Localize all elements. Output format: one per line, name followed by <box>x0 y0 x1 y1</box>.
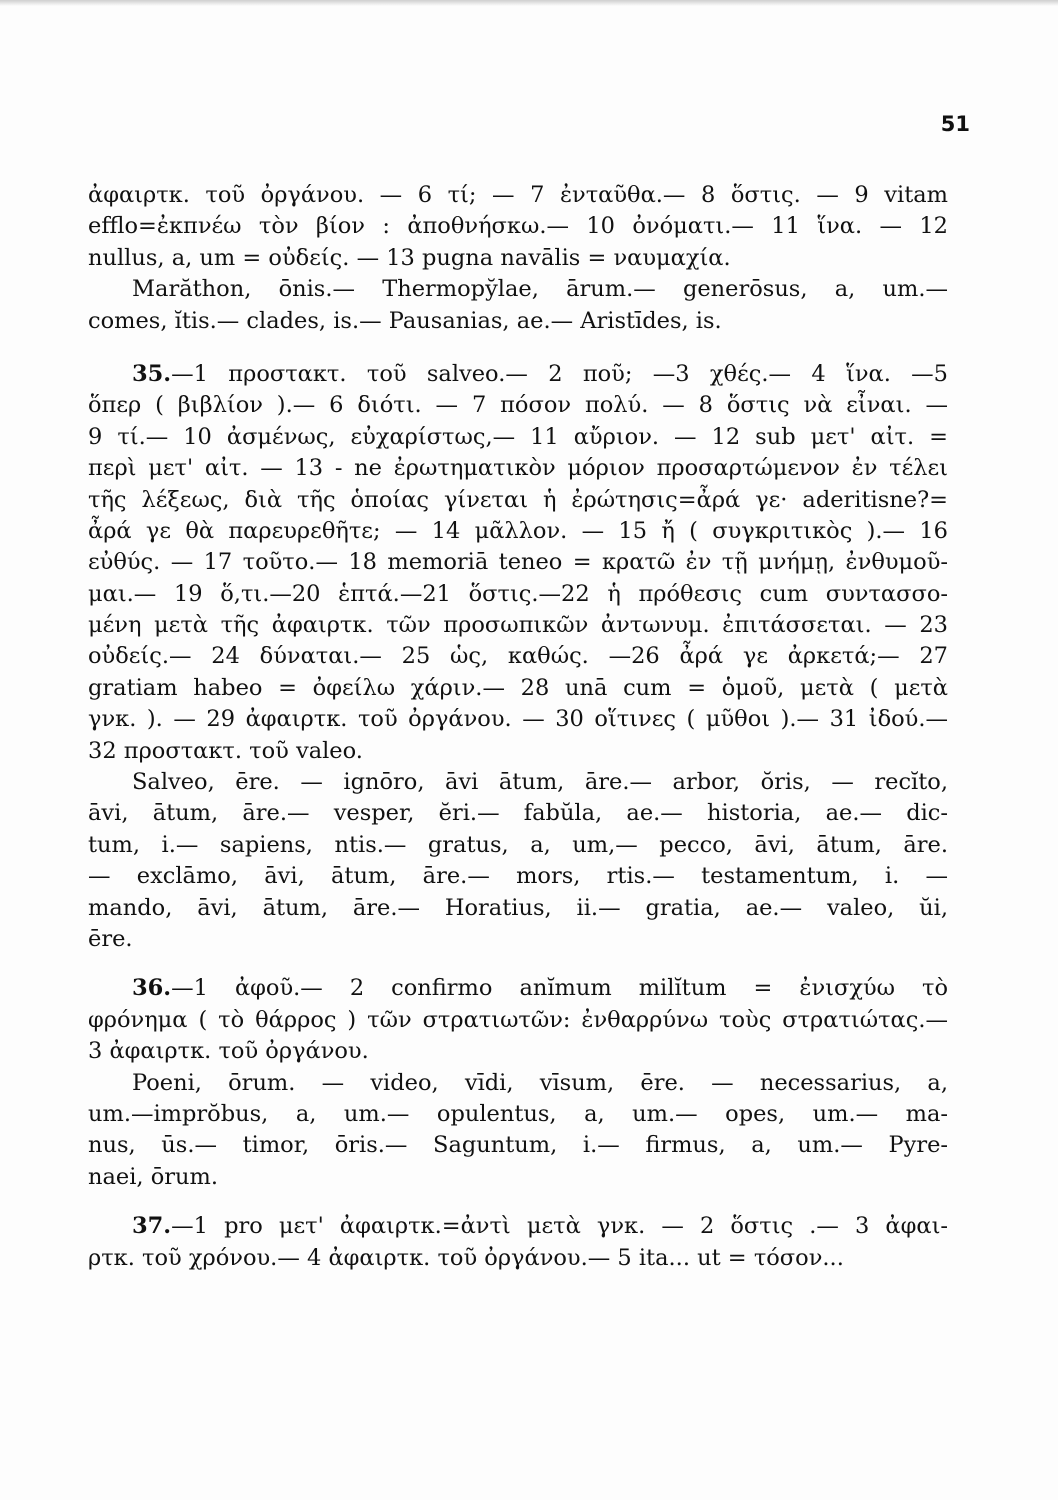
line-text: 9 τί.— 10 ἀσμένως, εὐχαρίστως,— 11 αὔριον. — 12 sub μετ' αἰτ. = <box>88 423 948 450</box>
text-line <box>88 211 948 242</box>
text-line <box>88 1005 948 1036</box>
line-text: ἆρά γε θὰ παρευρεθῆτε; — 14 μᾶλλον. — 15 ἤ ( συγκριτικὸς ).— 16 <box>88 517 948 544</box>
text-line <box>88 1211 948 1242</box>
text-line <box>88 973 948 1004</box>
line-text: μαι.— 19 ὅ,τι.—20 ἑπτά.—21 ὅστις.—22 ἡ πρόθεσις cum συντασσο- <box>88 580 948 607</box>
line-text: efflo=ἐκπνέω τὸν βίον : ἀποθνήσκω.— 10 ὀνόματι.— 11 ἵνα. — 12 <box>88 213 948 240</box>
line-text: —1 ἀφοῦ.— 2 confirmo anĭmum milĭtum = ἐνισχύω τὸ <box>171 975 948 1002</box>
line-text: gratiam habeo = ὀφείλω χάριν.— 28 unā cum = ὁμοῦ, μετὰ ( μετὰ <box>88 674 948 701</box>
text-column <box>88 180 948 1274</box>
line-text: āvi, ātum, āre.— vesper, ĕri.— fabŭla, ae.— historia, ae.— dic- <box>88 800 948 827</box>
line-text: — exclāmo, āvi, ātum, āre.— mors, rtis.— testamentum, i. — <box>88 863 948 890</box>
line-text: tum, i.— sapiens, ntis.— gratus, a, um,— pecco, āvi, ātum, āre. <box>88 831 948 858</box>
line-text: ρτκ. τοῦ χρόνου.— 4 ἀφαιρτκ. τοῦ ὀργάνου.— 5 ita... ut = τόσον... <box>88 1244 844 1271</box>
line-text: ἀφαιρτκ. τοῦ ὀργάνου. — 6 τί; — 7 ἐνταῦθα.— 8 ὅστις. — 9 vitam <box>88 182 948 208</box>
page-edge-shadow <box>0 0 1058 6</box>
text-line <box>88 390 948 421</box>
line-text: Marăthon, ōnis.— Thermopy̆lae, ārum.— generōsus, a, um.— <box>132 276 948 303</box>
line-text: Salveo, ēre. — ignōro, āvi ātum, āre.— arbor, ŏris, — recĭto, <box>132 769 948 796</box>
section-36 <box>88 973 948 1193</box>
line-text: —1 pro μετ' ἀφαιρτκ.=ἀντὶ μετὰ γνκ. — 2 ὅστις .— 3 ἀφαι- <box>171 1213 948 1240</box>
line-text: οὐδείς.— 24 δύναται.— 25 ὡς, καθώς. —26 ἆρά γε ἀρκετά;— 27 <box>88 643 948 670</box>
line-text: περὶ μετ' αἰτ. — 13 - ne ἐρωτηματικὸν μόριον προσαρτώμενον ἐν τέλει <box>88 455 948 482</box>
line-text: —1 προστακτ. τοῦ salveo.— 2 ποῦ; —3 χθές.— 4 ἵνα. —5 <box>171 360 948 387</box>
section-gap <box>88 337 948 359</box>
text-line <box>88 1068 948 1099</box>
section-37 <box>88 1211 948 1274</box>
text-line <box>88 704 948 735</box>
text-line <box>88 1130 948 1161</box>
section-35 <box>88 359 948 955</box>
text-line <box>88 579 948 610</box>
text-line <box>88 274 948 305</box>
line-text: Poeni, ōrum. — video, vīdi, vīsum, ēre. — necessarius, a, <box>132 1069 948 1096</box>
line-text: 3 ἀφαιρτκ. τοῦ ὀργάνου. <box>88 1038 369 1065</box>
line-text: comes, ĭtis.— clades, is.— Pausanias, ae.— Aristīdes, is. <box>88 307 722 334</box>
text-line <box>88 422 948 453</box>
page-number: 51 <box>940 112 970 136</box>
line-text: naei, ōrum. <box>88 1163 219 1190</box>
text-line <box>88 736 948 767</box>
text-line <box>88 306 948 337</box>
text-line <box>88 1243 948 1274</box>
text-line <box>88 1036 948 1067</box>
line-text: τῆς λέξεως, διὰ τῆς ὁποίας γίνεται ἡ ἐρώτησις=ἆρά γε· aderitisne?= <box>88 486 948 513</box>
text-line <box>88 547 948 578</box>
text-line <box>88 1162 948 1193</box>
text-line <box>88 641 948 672</box>
section-number: 36. <box>132 975 172 1002</box>
line-text: um.—imprŏbus, a, um.— opulentus, a, um.— opes, um.— ma- <box>88 1100 948 1127</box>
text-line <box>88 516 948 547</box>
text-line <box>88 453 948 484</box>
text-line <box>88 359 948 390</box>
line-text: nus, ūs.— timor, ōris.— Saguntum, i.— firmus, a, um.— Pyre- <box>88 1132 948 1159</box>
text-line <box>88 180 948 211</box>
text-line <box>88 924 948 955</box>
line-text: ēre. <box>88 925 133 952</box>
line-text: μένη μετὰ τῆς ἀφαιρτκ. τῶν προσωπικῶν ἀντωνυμ. ἐπιτάσσεται. — 23 <box>88 612 948 639</box>
intro <box>88 180 948 337</box>
line-text: ὅπερ ( βιβλίον ).— 6 διότι. — 7 πόσον πολύ. — 8 ὅστις νὰ εἶναι. — <box>88 392 948 419</box>
text-line <box>88 485 948 516</box>
section-number: 35. <box>132 360 172 387</box>
line-text: nullus, a, um = οὐδείς. — 13 pugna navālis = ναυμαχία. <box>88 244 731 271</box>
text-line <box>88 610 948 641</box>
line-text: γνκ. ). — 29 ἀφαιρτκ. τοῦ ὀργάνου. — 30 οἵτινες ( μῦθοι ).— 31 ἰδού.— <box>88 706 948 733</box>
line-text: εὐθύς. — 17 τοῦτο.— 18 memoriā teneo = κρατῶ ἐν τῇ μνήμῃ, ἐνθυμοῦ- <box>88 549 948 576</box>
section-number: 37. <box>132 1213 172 1240</box>
text-line <box>88 830 948 861</box>
text-line <box>88 243 948 274</box>
text-line <box>88 861 948 892</box>
text-line <box>88 767 948 798</box>
text-line <box>88 798 948 829</box>
text-line <box>88 673 948 704</box>
section-gap <box>88 955 948 973</box>
line-text: φρόνημα ( τὸ θάρρος ) τῶν στρατιωτῶν: ἐνθαρρύνω τοὺς στρατιώτας.— <box>88 1006 948 1033</box>
section-gap <box>88 1193 948 1211</box>
line-text: mando, āvi, ātum, āre.— Horatius, ii.— gratia, ae.— valeo, ŭi, <box>88 894 948 921</box>
text-line <box>88 893 948 924</box>
line-text: 32 προστακτ. τοῦ valeo. <box>88 737 363 764</box>
text-line <box>88 1099 948 1130</box>
